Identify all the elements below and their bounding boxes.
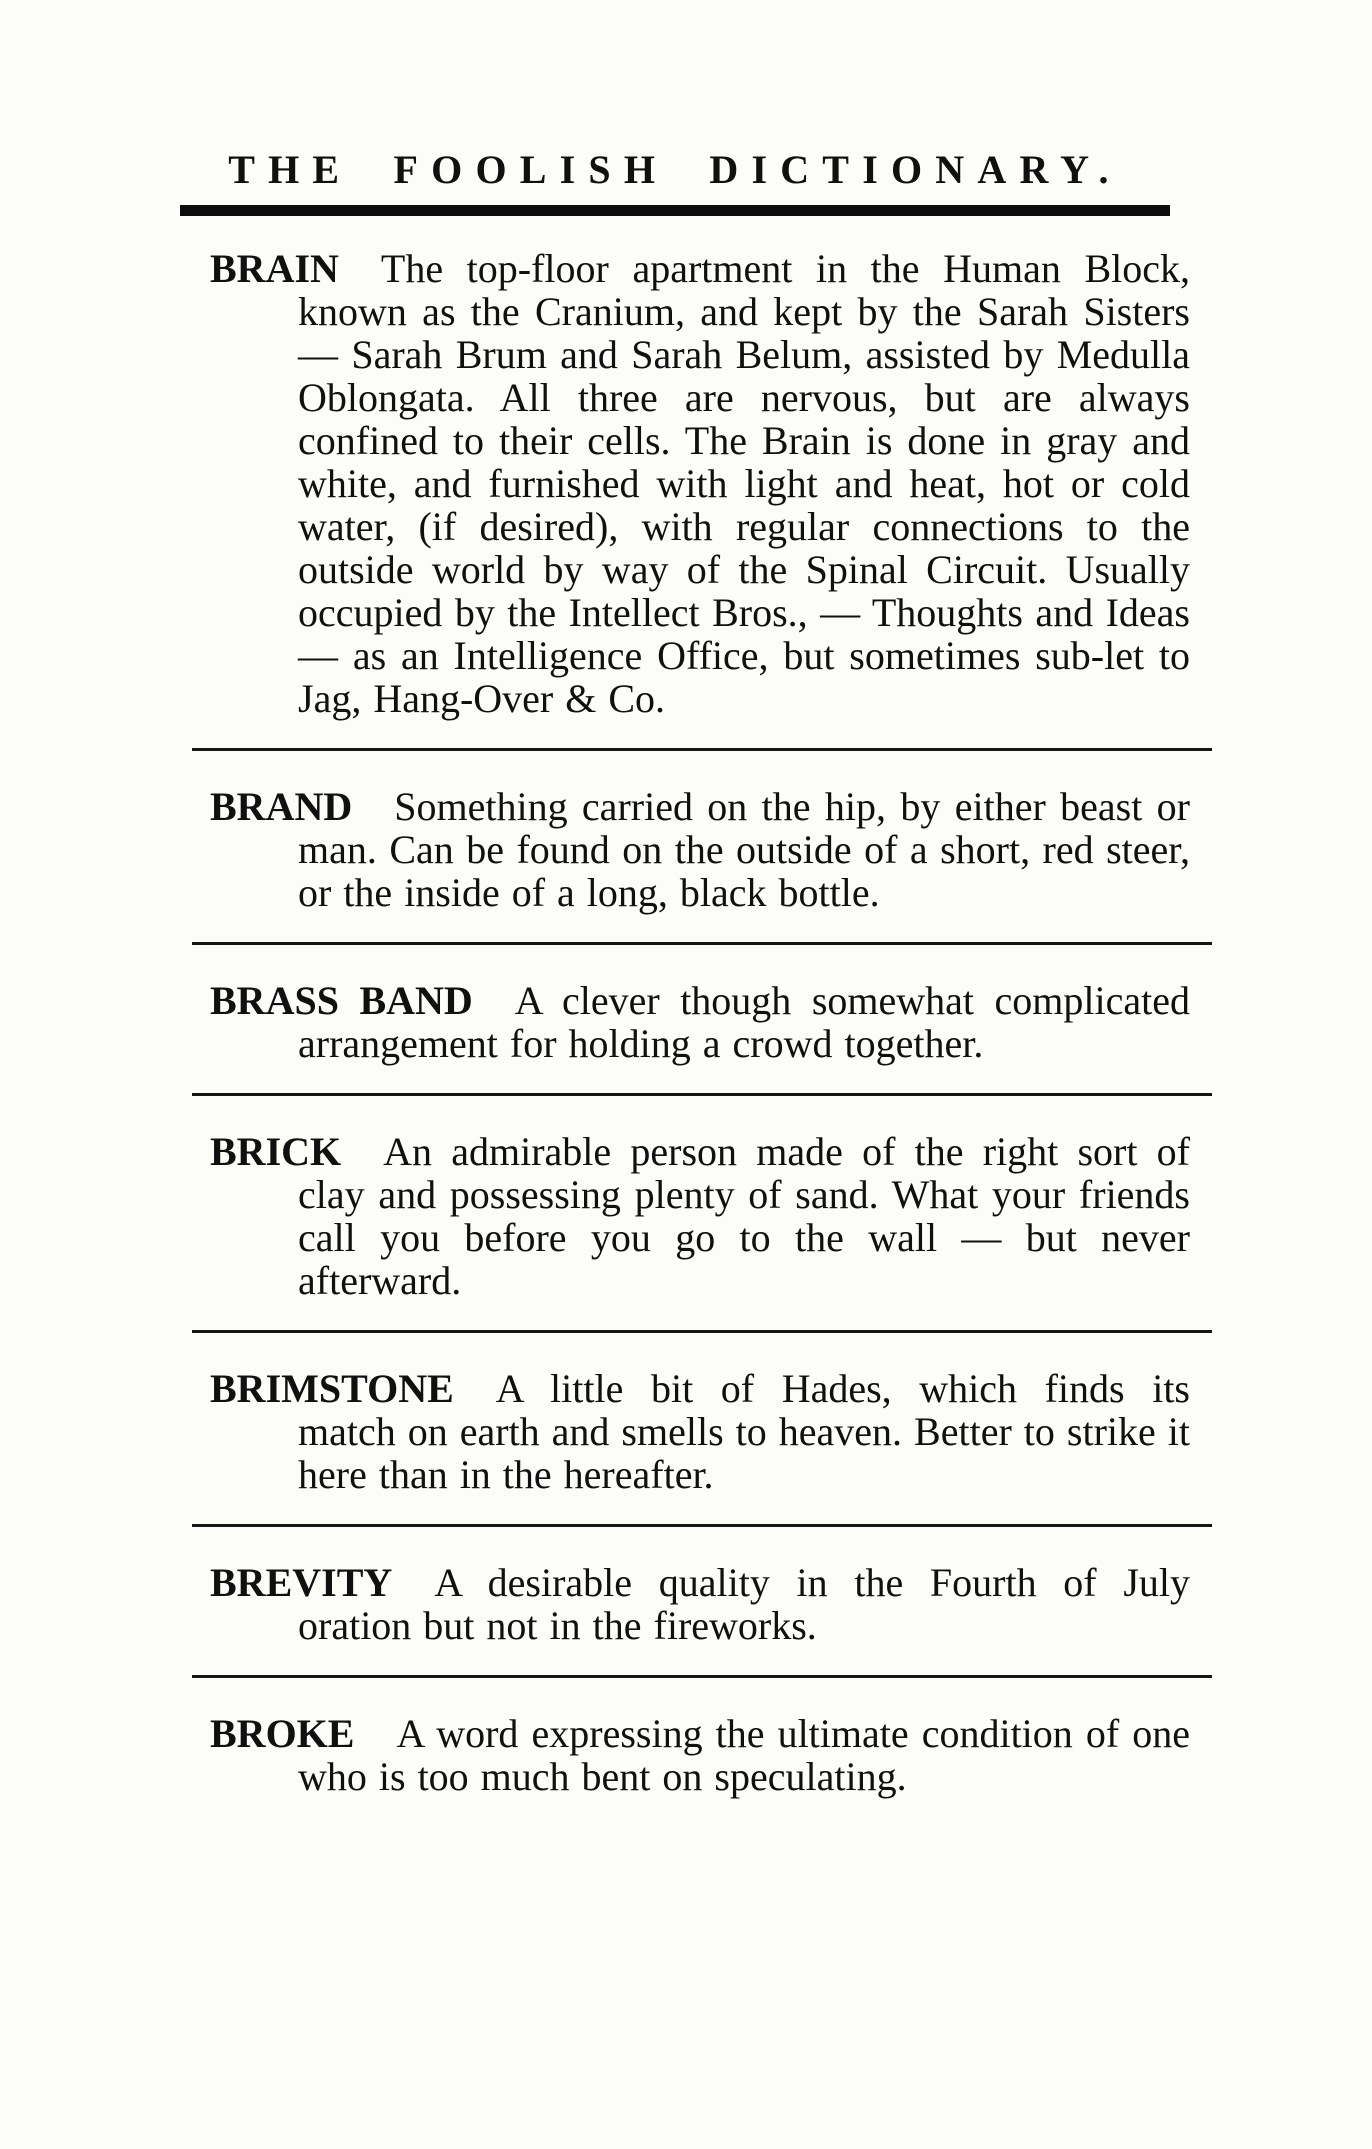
dictionary-entry — [210, 785, 1190, 914]
page-title: THE FOOLISH DICTIONARY. — [228, 147, 1122, 192]
entry-divider — [192, 748, 1212, 751]
dictionary-entry — [210, 1712, 1190, 1798]
page-content — [210, 148, 1190, 1798]
entry-divider — [192, 1524, 1212, 1527]
entry-definition: A word expressing the ultimate condition of one who is too much bent on speculating. — [298, 1711, 1190, 1799]
dictionary-entry — [210, 247, 1190, 720]
entry-definition: A desirable quality in the Fourth of July oration but not in the fireworks. — [298, 1560, 1190, 1648]
entry-definition: A clever though somewhat complicated arrangement for holding a crowd together. — [298, 978, 1190, 1066]
entry-definition: Something carried on the hip, by either beast or man. Can be found on the outside of a short, red steer, or the inside of a long, black bottle. — [298, 784, 1190, 915]
dictionary-entry — [210, 1561, 1190, 1647]
title-rule — [180, 205, 1170, 216]
dictionary-entry — [210, 1130, 1190, 1302]
entry-term: BRASS BAND — [210, 978, 473, 1023]
entry-term: BRIMSTONE — [210, 1366, 454, 1411]
entry-divider — [192, 942, 1212, 945]
dictionary-entry — [210, 1367, 1190, 1496]
entry-term: BROKE — [210, 1711, 355, 1756]
entry-divider — [192, 1675, 1212, 1678]
entry-definition: An admirable person made of the right sort of clay and possessing plenty of sand. What your friends call you before you go to the wall — but never afterward. — [298, 1129, 1190, 1303]
entry-term: BRAND — [210, 784, 353, 829]
dictionary-entry — [210, 979, 1190, 1065]
entry-list — [210, 247, 1190, 1798]
entry-term: BRICK — [210, 1129, 342, 1174]
entry-definition: A little bit of Hades, which finds its match on earth and smells to heaven. Better to strike it here than in the hereafter. — [298, 1366, 1190, 1497]
entry-divider — [192, 1330, 1212, 1333]
entry-term: BRAIN — [210, 246, 339, 291]
entry-definition: The top-floor apartment in the Human Block, known as the Cranium, and kept by the Sarah Sisters — Sarah Brum and Sarah Belum, assisted by Medulla Oblongata. All three are nervous, but are always confined to their cells. The Brain is done in gray and white, and furnished with light and heat, hot or cold water, (if desired), with regular connections to the outside world by way of the Spinal Circuit. Usually occupied by the Intellect Bros., — Thoughts and Ideas — as an Intelligence Office, but sometimes sub-let to Jag, Hang-Over & Co. — [298, 246, 1190, 721]
entry-divider — [192, 1093, 1212, 1096]
entry-term: BREVITY — [210, 1560, 393, 1605]
